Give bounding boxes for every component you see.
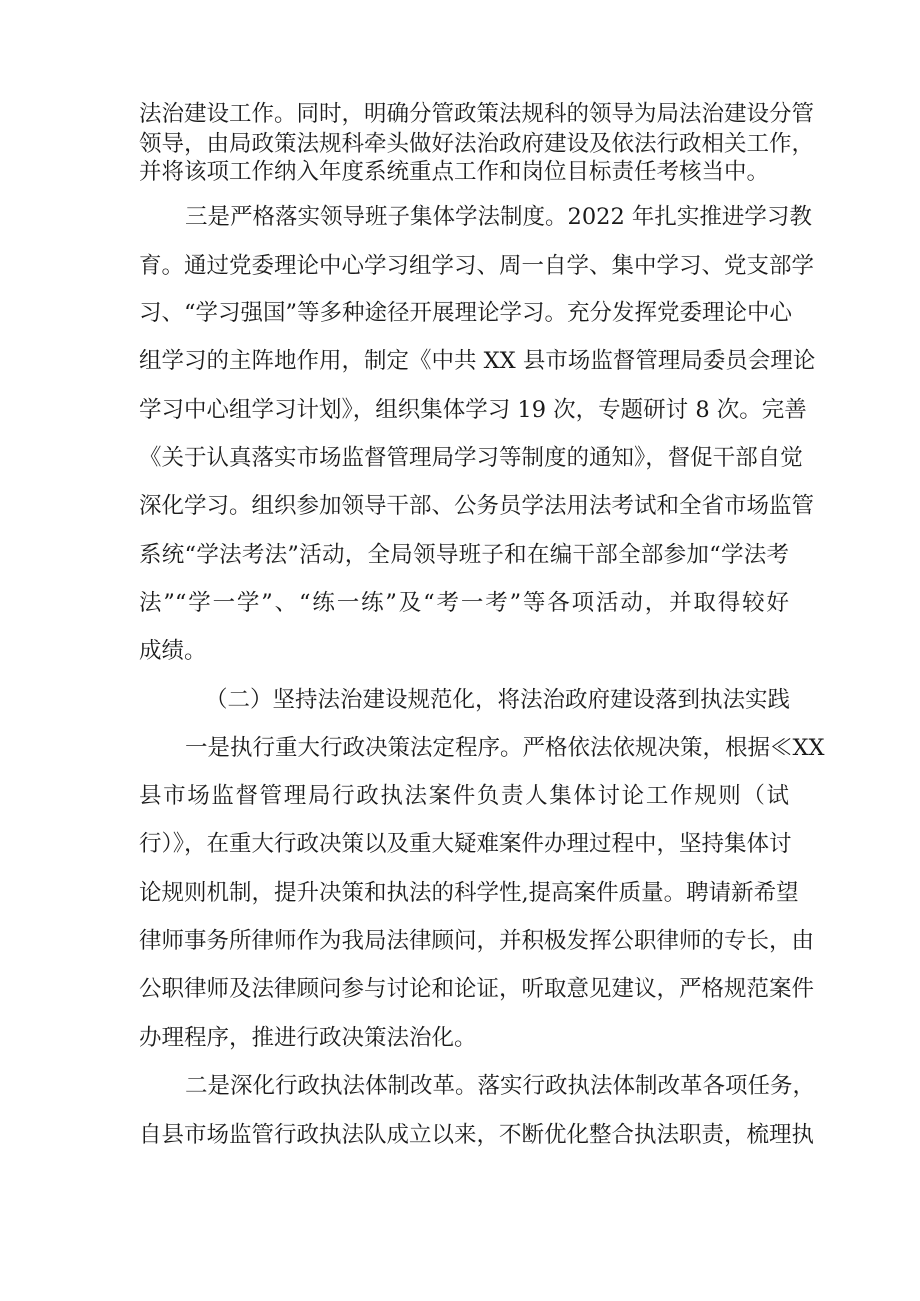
text-line: 《关于认真落实市场监督管理局学习等制度的通知》，督促干部自觉 bbox=[139, 445, 803, 471]
text-line: 习、“学习强国”等多种途径开展理论学习。充分发挥党委理论中心 bbox=[139, 300, 793, 326]
text-line: 公职律师及法律顾问参与讨论和论证，听取意见建议，严格规范案件 bbox=[139, 976, 815, 1002]
text-line: 行）》，在重大行政决策以及重大疑难案件办理过程中，坚持集体讨 bbox=[139, 831, 792, 857]
text-line: 法治建设工作。同时，明确分管政策法规科的领导为局法治建设分管 bbox=[139, 101, 815, 127]
text-line: 县市场监督管理局行政执法案件负责人集体讨论工作规则（试 bbox=[139, 783, 789, 809]
text-line: 二是深化行政执法体制改革。落实行政执法体制改革各项任务， bbox=[185, 1073, 816, 1099]
text-line: 成绩。 bbox=[139, 638, 207, 664]
text-line: 深化学习。组织参加领导干部、公务员学法用法考试和全省市场监管 bbox=[139, 493, 815, 519]
text-line: 论规则机制，提升决策和执法的科学性,提高案件质量。聘请新希望 bbox=[139, 880, 799, 906]
text-line: 自县市场监管行政执法队成立以来，不断优化整合执法职责，梳理执 bbox=[139, 1122, 815, 1148]
text-line: 育。通过党委理论中心学习组学习、周一自学、集中学习、党支部学 bbox=[139, 253, 815, 279]
text-line: 组学习的主阵地作用，制定《中共 XX 县市场监督管理局委员会理论 bbox=[139, 348, 816, 374]
text-line: 法”“学一学”、“练一练”及“考一考”等各项活动，并取得较好 bbox=[139, 590, 789, 616]
text-line: 一是执行重大行政决策法定程序。严格依法依规决策，根据≪XX bbox=[185, 735, 825, 761]
text-line: 办理程序，推进行政决策法治化。 bbox=[139, 1025, 477, 1051]
text-line: 系统“学法考法”活动，全局领导班子和在编干部全部参加“学法考 bbox=[139, 542, 789, 568]
text-line: 律师事务所律师作为我局法律顾问，并积极发挥公职律师的专长，由 bbox=[139, 928, 815, 954]
text-line: 学习中心组学习计划》，组织集体学习 19 次，专题研讨 8 次。完善 bbox=[139, 397, 807, 423]
text-line: 三是严格落实领导班子集体学法制度。2022 年扎实推进学习教 bbox=[185, 204, 812, 230]
section-heading: （二）坚持法治建设规范化，将法治政府建设落到执法实践 bbox=[205, 687, 791, 713]
text-line: 并将该项工作纳入年度系统重点工作和岗位目标责任考核当中。 bbox=[139, 159, 770, 185]
text-line: 领导，由局政策法规科牵头做好法治政府建设及依法行政相关工作， bbox=[139, 131, 815, 157]
